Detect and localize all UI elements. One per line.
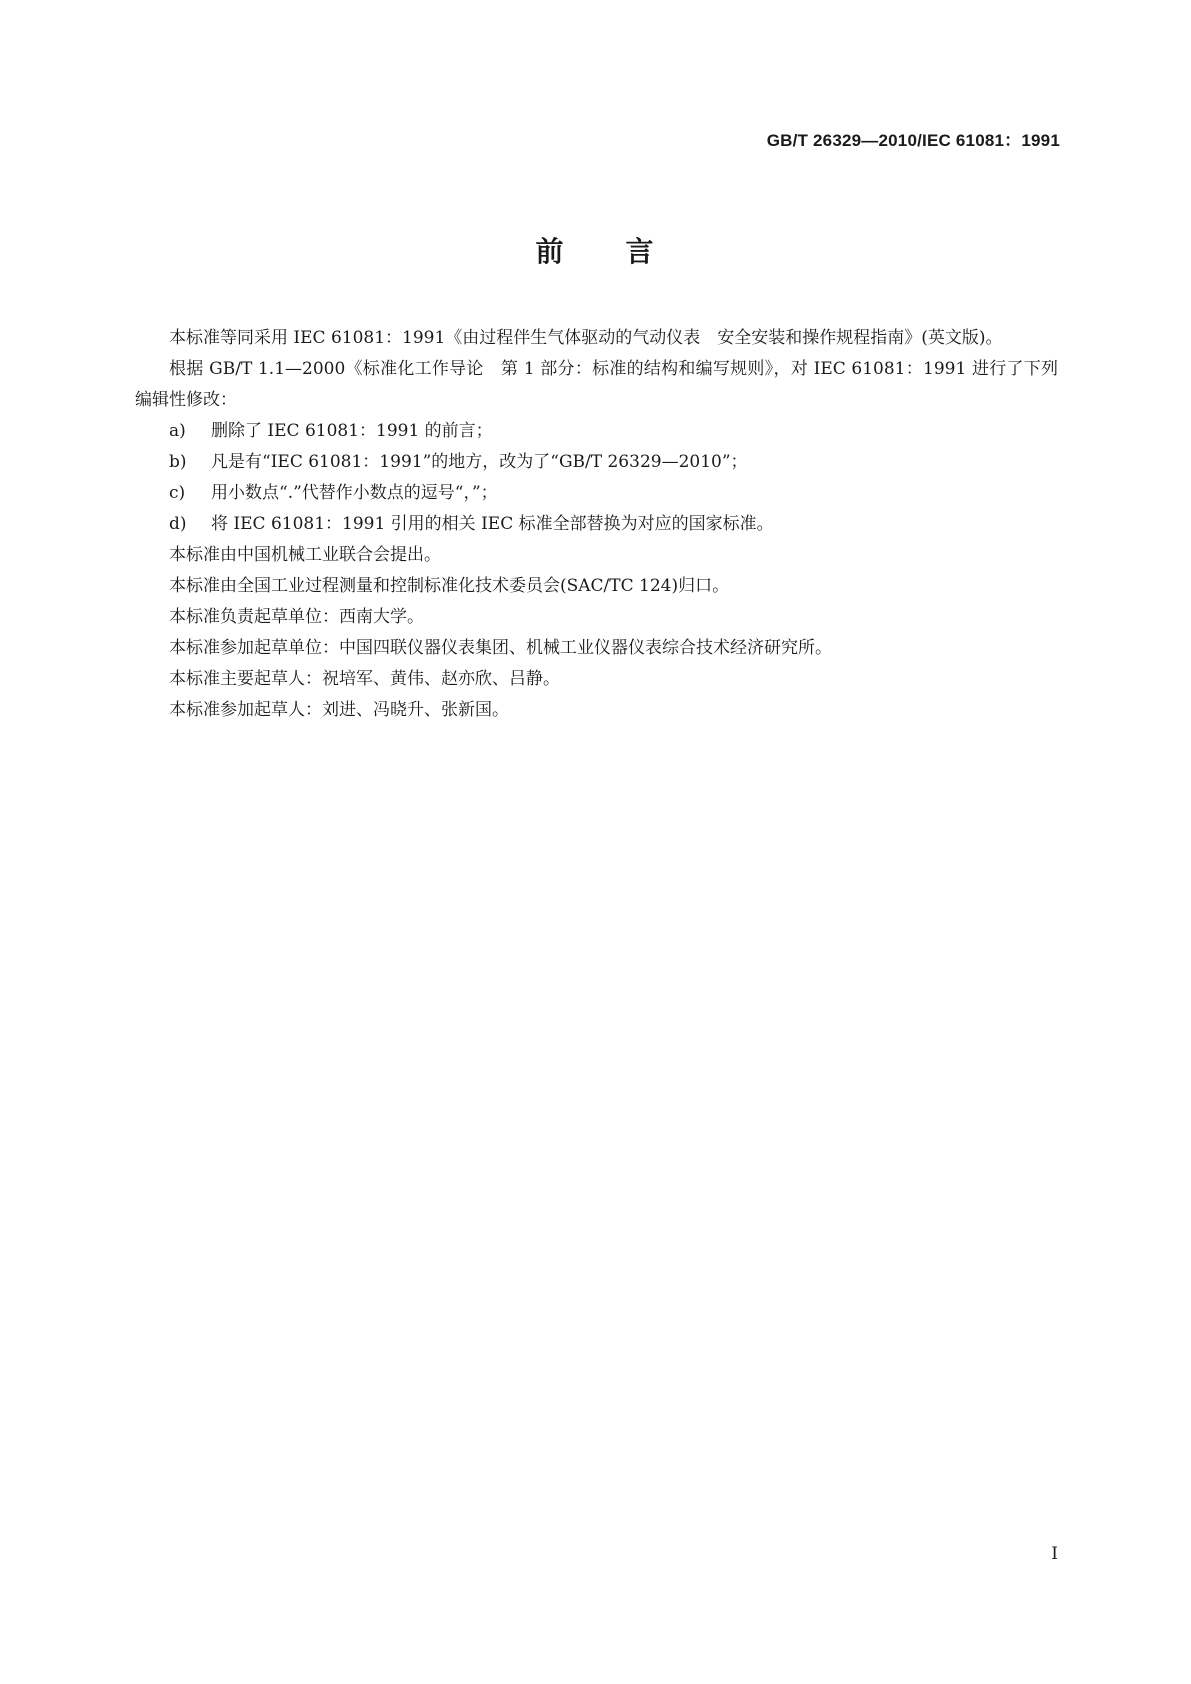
- foreword-body: [135, 323, 1058, 726]
- list-item-text: 用小数点“.”代替作小数点的逗号“，”；: [211, 483, 498, 503]
- list-item-text: 将 IEC 61081：1991 引用的相关 IEC 标准全部替换为对应的国家标准。: [211, 514, 774, 534]
- list-item-text: 凡是有“IEC 61081：1991”的地方，改为了“GB/T 26329—2010”；: [211, 452, 748, 472]
- statement-committee: 本标准由全国工业过程测量和控制标准化技术委员会(SAC/TC 124)归口。: [169, 576, 730, 596]
- list-item: [135, 478, 1058, 509]
- page-number: I: [1051, 1544, 1058, 1564]
- statement-participating-units: 本标准参加起草单位：中国四联仪器仪表集团、机械工业仪器仪表综合技术经济研究所。: [169, 638, 832, 658]
- paragraph-modifications-intro: 根据 GB/T 1.1—2000《标准化工作导论 第 1 部分：标准的结构和编写规则》，对 IEC 61081：1991 进行了下列编辑性修改：: [135, 359, 1058, 410]
- list-item-label: c): [169, 483, 186, 503]
- list-item: [135, 447, 1058, 478]
- standard-code-header: GB/T 26329—2010/IEC 61081：1991: [766, 131, 1060, 150]
- statement-main-drafters: 本标准主要起草人：祝培军、黄伟、赵亦欣、吕静。: [169, 669, 560, 689]
- statement-proposer: 本标准由中国机械工业联合会提出。: [169, 545, 441, 565]
- statement-participating-drafters: 本标准参加起草人：刘进、冯晓升、张新国。: [169, 700, 509, 720]
- list-item-text: 删除了 IEC 61081：1991 的前言；: [211, 421, 493, 441]
- page-title: 前 言: [535, 235, 656, 268]
- list-item-label: d): [169, 514, 187, 534]
- list-item-label: b): [169, 452, 187, 472]
- list-item-label: a): [169, 421, 186, 441]
- paragraph-adoption: 本标准等同采用 IEC 61081：1991《由过程伴生气体驱动的气动仪表 安全安装和操作规程指南》(英文版)。: [169, 328, 1003, 348]
- list-item: [135, 509, 1058, 540]
- statement-drafting-unit: 本标准负责起草单位：西南大学。: [169, 607, 424, 627]
- list-item: [135, 416, 1058, 447]
